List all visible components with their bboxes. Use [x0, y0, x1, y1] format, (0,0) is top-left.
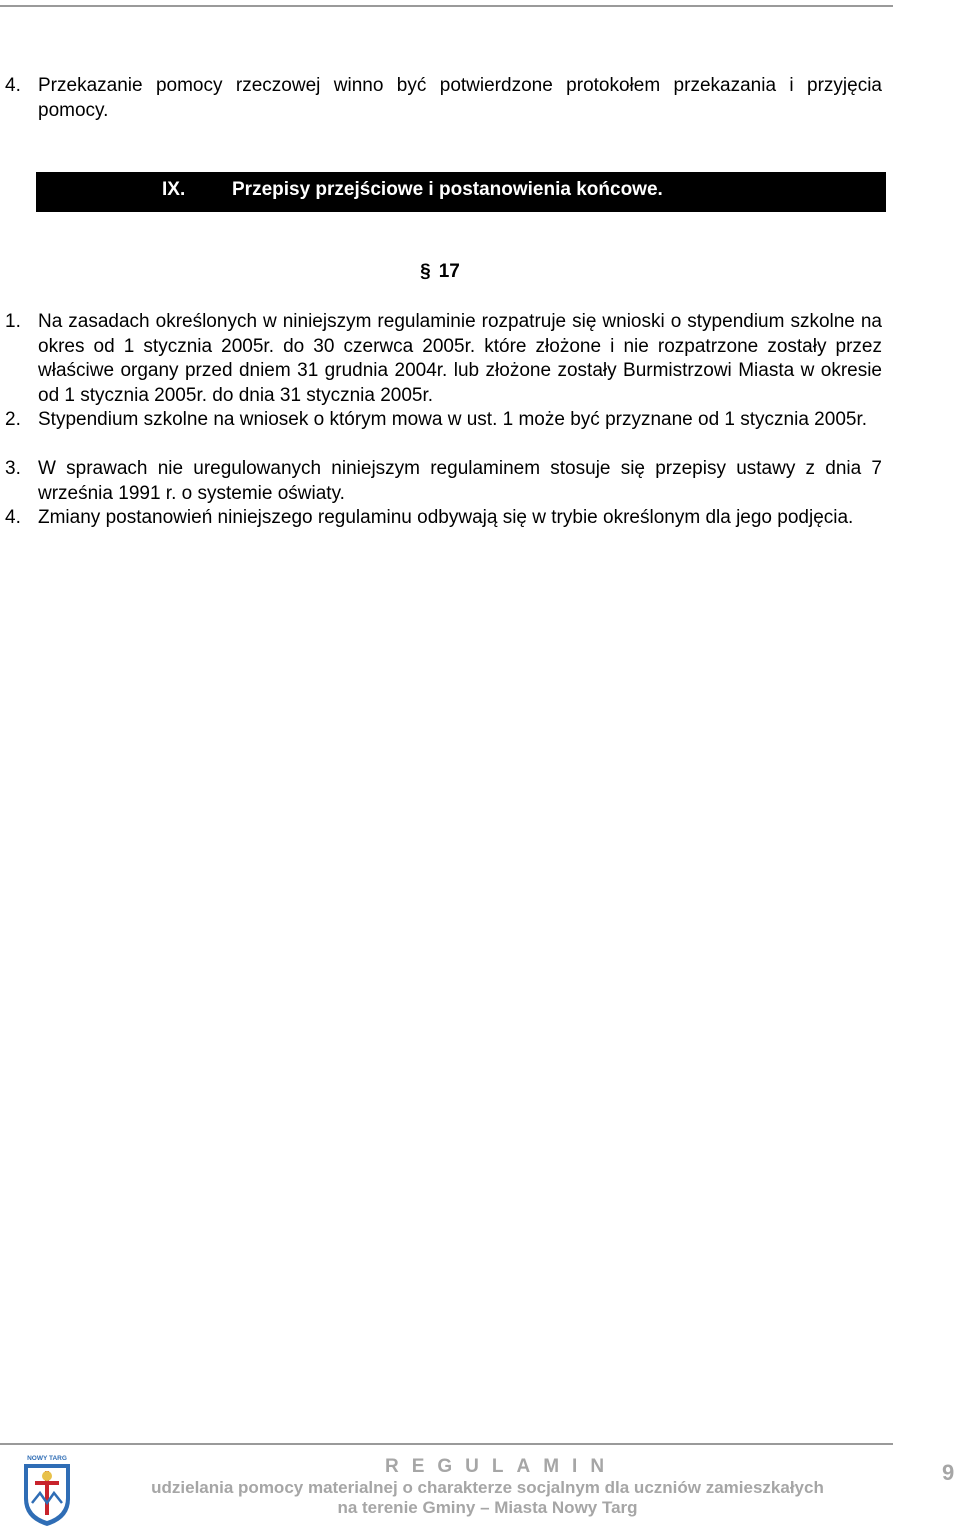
page-number: 9 — [942, 1460, 955, 1485]
paragraph-number: 17 — [438, 261, 460, 282]
item-number: 3. — [5, 458, 21, 479]
crest-label: NOWY TARG — [27, 1455, 67, 1462]
footer-subtitle-line1: udzielania pomocy materialnej o charakterze socjalnym dla uczniów zamieszkałych — [151, 1478, 824, 1497]
footer-rule — [0, 1443, 893, 1445]
header-rule — [0, 5, 893, 7]
town-crest-icon — [18, 1453, 76, 1528]
item-text: Przekazanie pomocy rzeczowej winno być potwierdzone protokołem przekazania i przyjęcia pomocy. — [38, 75, 882, 121]
list-item — [5, 408, 882, 433]
item-number: 4. — [5, 507, 21, 528]
section-title: Przepisy przejściowe i postanowienia końcowe. — [232, 179, 663, 200]
item-text: W sprawach nie uregulowanych niniejszym regulaminem stosuje się przepisy ustawy z dnia 7 września 1991 r. o systemie oświaty. — [38, 458, 882, 504]
list-item-top — [5, 74, 882, 123]
list-item — [5, 310, 882, 408]
item-text: Na zasadach określonych w niniejszym regulaminie rozpatruje się wnioski o stypendium szkolne na okres od 1 stycznia 2005r. do 30 czerwca 2005r. które złożone i nie rozpatrzone zostały przez właściwe organy przed dniem 31 grudnia 2004r. lub złożone zostały Burmistrzowi Miasta w okresie od 1 stycznia 2005r. do dnia 31 stycznia 2005r. — [38, 311, 882, 406]
section-heading-bar — [36, 172, 886, 212]
item-text: Stypendium szkolne na wniosek o którym mowa w ust. 1 może być przyznane od 1 stycznia 2005r. — [38, 409, 868, 430]
list-item — [5, 457, 882, 506]
list-item — [5, 506, 882, 531]
paragraph-heading — [0, 261, 880, 283]
footer-title: REGULAMIN — [385, 1456, 618, 1477]
item-number: 1. — [5, 311, 21, 332]
paragraph-symbol: § — [420, 261, 431, 282]
footer-subtitle-line2: na terenie Gminy – Miasta Nowy Targ — [337, 1498, 638, 1517]
item-text: Zmiany postanowień niniejszego regulaminu odbywają się w trybie określonym dla jego podjęcia. — [38, 507, 854, 528]
item-number: 4. — [5, 75, 21, 96]
item-number: 2. — [5, 409, 21, 430]
section-number: IX. — [162, 179, 186, 200]
